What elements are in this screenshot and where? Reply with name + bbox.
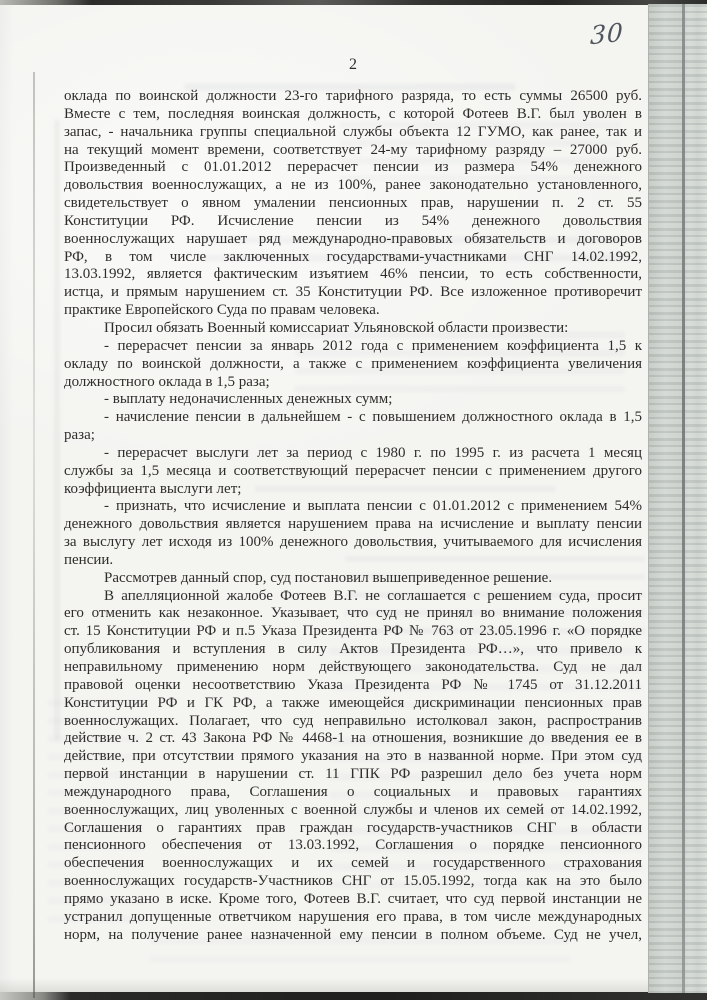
text-line: действие ч. 2 ст. 43 Закона РФ № 4468-1 на отношения, возникшие до введения ее в <box>64 730 642 747</box>
text-line: военнослужащих, лиц уволенных с военной службы и членов их семей от 14.02.1992, <box>64 801 642 818</box>
text-line: - перерасчет пенсии за январь 2012 года с применением коэффициента 1,5 к <box>104 337 642 354</box>
handwritten-page-mark: 30 <box>589 17 625 51</box>
text-line: коэффициента выслуги лет; <box>64 480 242 497</box>
text-line: ст. 15 Конституции РФ и п.5 Указа Президента РФ № 763 от 23.05.1996 г. «О порядке <box>64 623 642 640</box>
page-edge-dark-line <box>682 4 685 993</box>
text-line: службы за 1,5 месяца и соответствующий перерасчет пенсии с применением другого <box>64 462 642 479</box>
scan-bottom-shadow <box>0 978 707 992</box>
text-line: Конституции РФ. Исчисление пенсии из 54% денежного довольствия <box>64 212 642 229</box>
text-line: правовой оценки несоответствию Указа Президента РФ № 1745 от 31.12.2011 <box>64 676 642 693</box>
scan-bottom-edge <box>0 992 707 1000</box>
text-line: Вместе с тем, последняя воинская должность, с которой Фотеев В.Г. был уволен в <box>64 105 642 122</box>
text-line: Конституции РФ и ГК РФ, а также имеющейся дискриминации пенсионных прав <box>64 694 642 711</box>
text-line: - выплату недоначисленных денежных сумм; <box>104 391 393 408</box>
text-line: действие, при отсутствии прямого указания на это в названной норме. При этом суд <box>64 748 642 765</box>
text-line: окладу по воинской должности, а также с применением коэффициента увеличения <box>64 355 642 372</box>
text-block <box>64 88 642 945</box>
text-line: Рассмотрев данный спор, суд постановил вышеприведенное решение. <box>104 569 553 586</box>
text-line: денежного довольствия является нарушением права на исчисление и выплату пенсии <box>64 516 642 533</box>
text-line: устранил допущенные ответчиком нарушения его права, в том числе международных <box>64 908 642 925</box>
text-line: международного права, Соглашения о социальных и правовых гарантиях <box>64 783 642 800</box>
text-line: военнослужащих нарушает ряд международно-правовых обязательств и договоров <box>64 230 642 247</box>
text-line: - начисление пенсии в дальнейшем - с повышением должностного оклада в 1,5 <box>104 409 642 426</box>
text-line: обеспечения военнослужащих и их семей и государственного страхования <box>64 855 642 872</box>
text-line: В апелляционной жалобе Фотеев В.Г. не соглашается с решением суда, просит <box>104 587 642 604</box>
text-line: должностного оклада в 1,5 раза; <box>64 373 270 390</box>
text-line: военнослужащих. Полагает, что суд неправильно истолковал закон, распространив <box>64 712 642 729</box>
paper-crease-line <box>33 72 35 998</box>
text-line: пенсионного обеспечения от 13.03.1992, Соглашения о порядке пенсионного <box>64 837 642 854</box>
text-line: его отменить как незаконное. Указывает, что суд не принял во внимание положения <box>64 605 642 622</box>
text-line: свидетельствует о явном умалении пенсионных прав, нарушении п. 2 ст. 55 <box>64 195 642 212</box>
text-line: норм, на получение ранее назначенной ему пенсии в полном объеме. Суд не учел, <box>64 926 642 943</box>
text-line: Произведенный с 01.01.2012 перерасчет пенсии из размера 54% денежного <box>64 159 642 176</box>
text-line: пенсии. <box>64 551 114 568</box>
paper-crease-soft <box>55 120 59 740</box>
page-edge-strip <box>648 4 707 993</box>
text-line: оклада по воинской должности 23-го тарифного разряда, то есть суммы 26500 руб. <box>64 88 642 104</box>
text-line: - признать, что исчисление и выплата пенсии с 01.01.2012 с применением 54% <box>104 498 642 515</box>
text-line: запас, - начальника группы специальной службы объекта 12 ГУМО, как ранее, так и <box>64 123 642 140</box>
text-line: Соглашения о гарантиях прав граждан государств-участников СНГ в области <box>64 819 642 836</box>
page-number: 2 <box>349 56 357 73</box>
scan-top-edge <box>0 0 707 5</box>
text-line: 13.03.1992, является фактическим изъятием 46% пенсии, то есть собственности, <box>64 266 642 283</box>
text-line: истца, и прямым нарушением ст. 35 Конституции РФ. Все изложенное противоречит <box>64 284 642 301</box>
text-line: первой инстанции в нарушении ст. 11 ГПК РФ разрешил дело без учета норм <box>64 766 642 783</box>
text-line: практике Европейского Суда по правам человека. <box>64 302 380 319</box>
text-line: раза; <box>64 427 95 444</box>
text-line: РФ, в том числе заключенных государствами-участниками СНГ 14.02.1992, <box>64 248 642 265</box>
text-line: Просил обязать Военный комиссариат Ульяновской области произвести: <box>104 319 569 336</box>
text-line: - перерасчет выслуги лет за период с 1980 г. по 1995 г. из расчета 1 месяц <box>104 444 642 461</box>
text-line: неправильному применению норм действующего законодательства. Суд не дал <box>64 659 642 675</box>
text-line: довольствия военнослужащих, а не из 100%, ранее законодательно установленного, <box>64 177 642 194</box>
text-line: за выслугу лет исходя из 100% денежного довольствия, учитываемого для исчисления <box>64 534 642 551</box>
text-line: опубликования и вступления в силу Актов Президента РФ…», что привело к <box>64 641 642 658</box>
text-line: на текущий момент времени, соответствует 24-му тарифному разряду – 27000 руб. <box>64 141 642 158</box>
text-line: прямо указано в иске. Кроме того, Фотеев В.Г. считает, что суд первой инстанции не <box>64 890 642 907</box>
text-line: военнослужащих государств-Участников СНГ от 15.05.1992, тогда как на это было <box>64 873 642 890</box>
